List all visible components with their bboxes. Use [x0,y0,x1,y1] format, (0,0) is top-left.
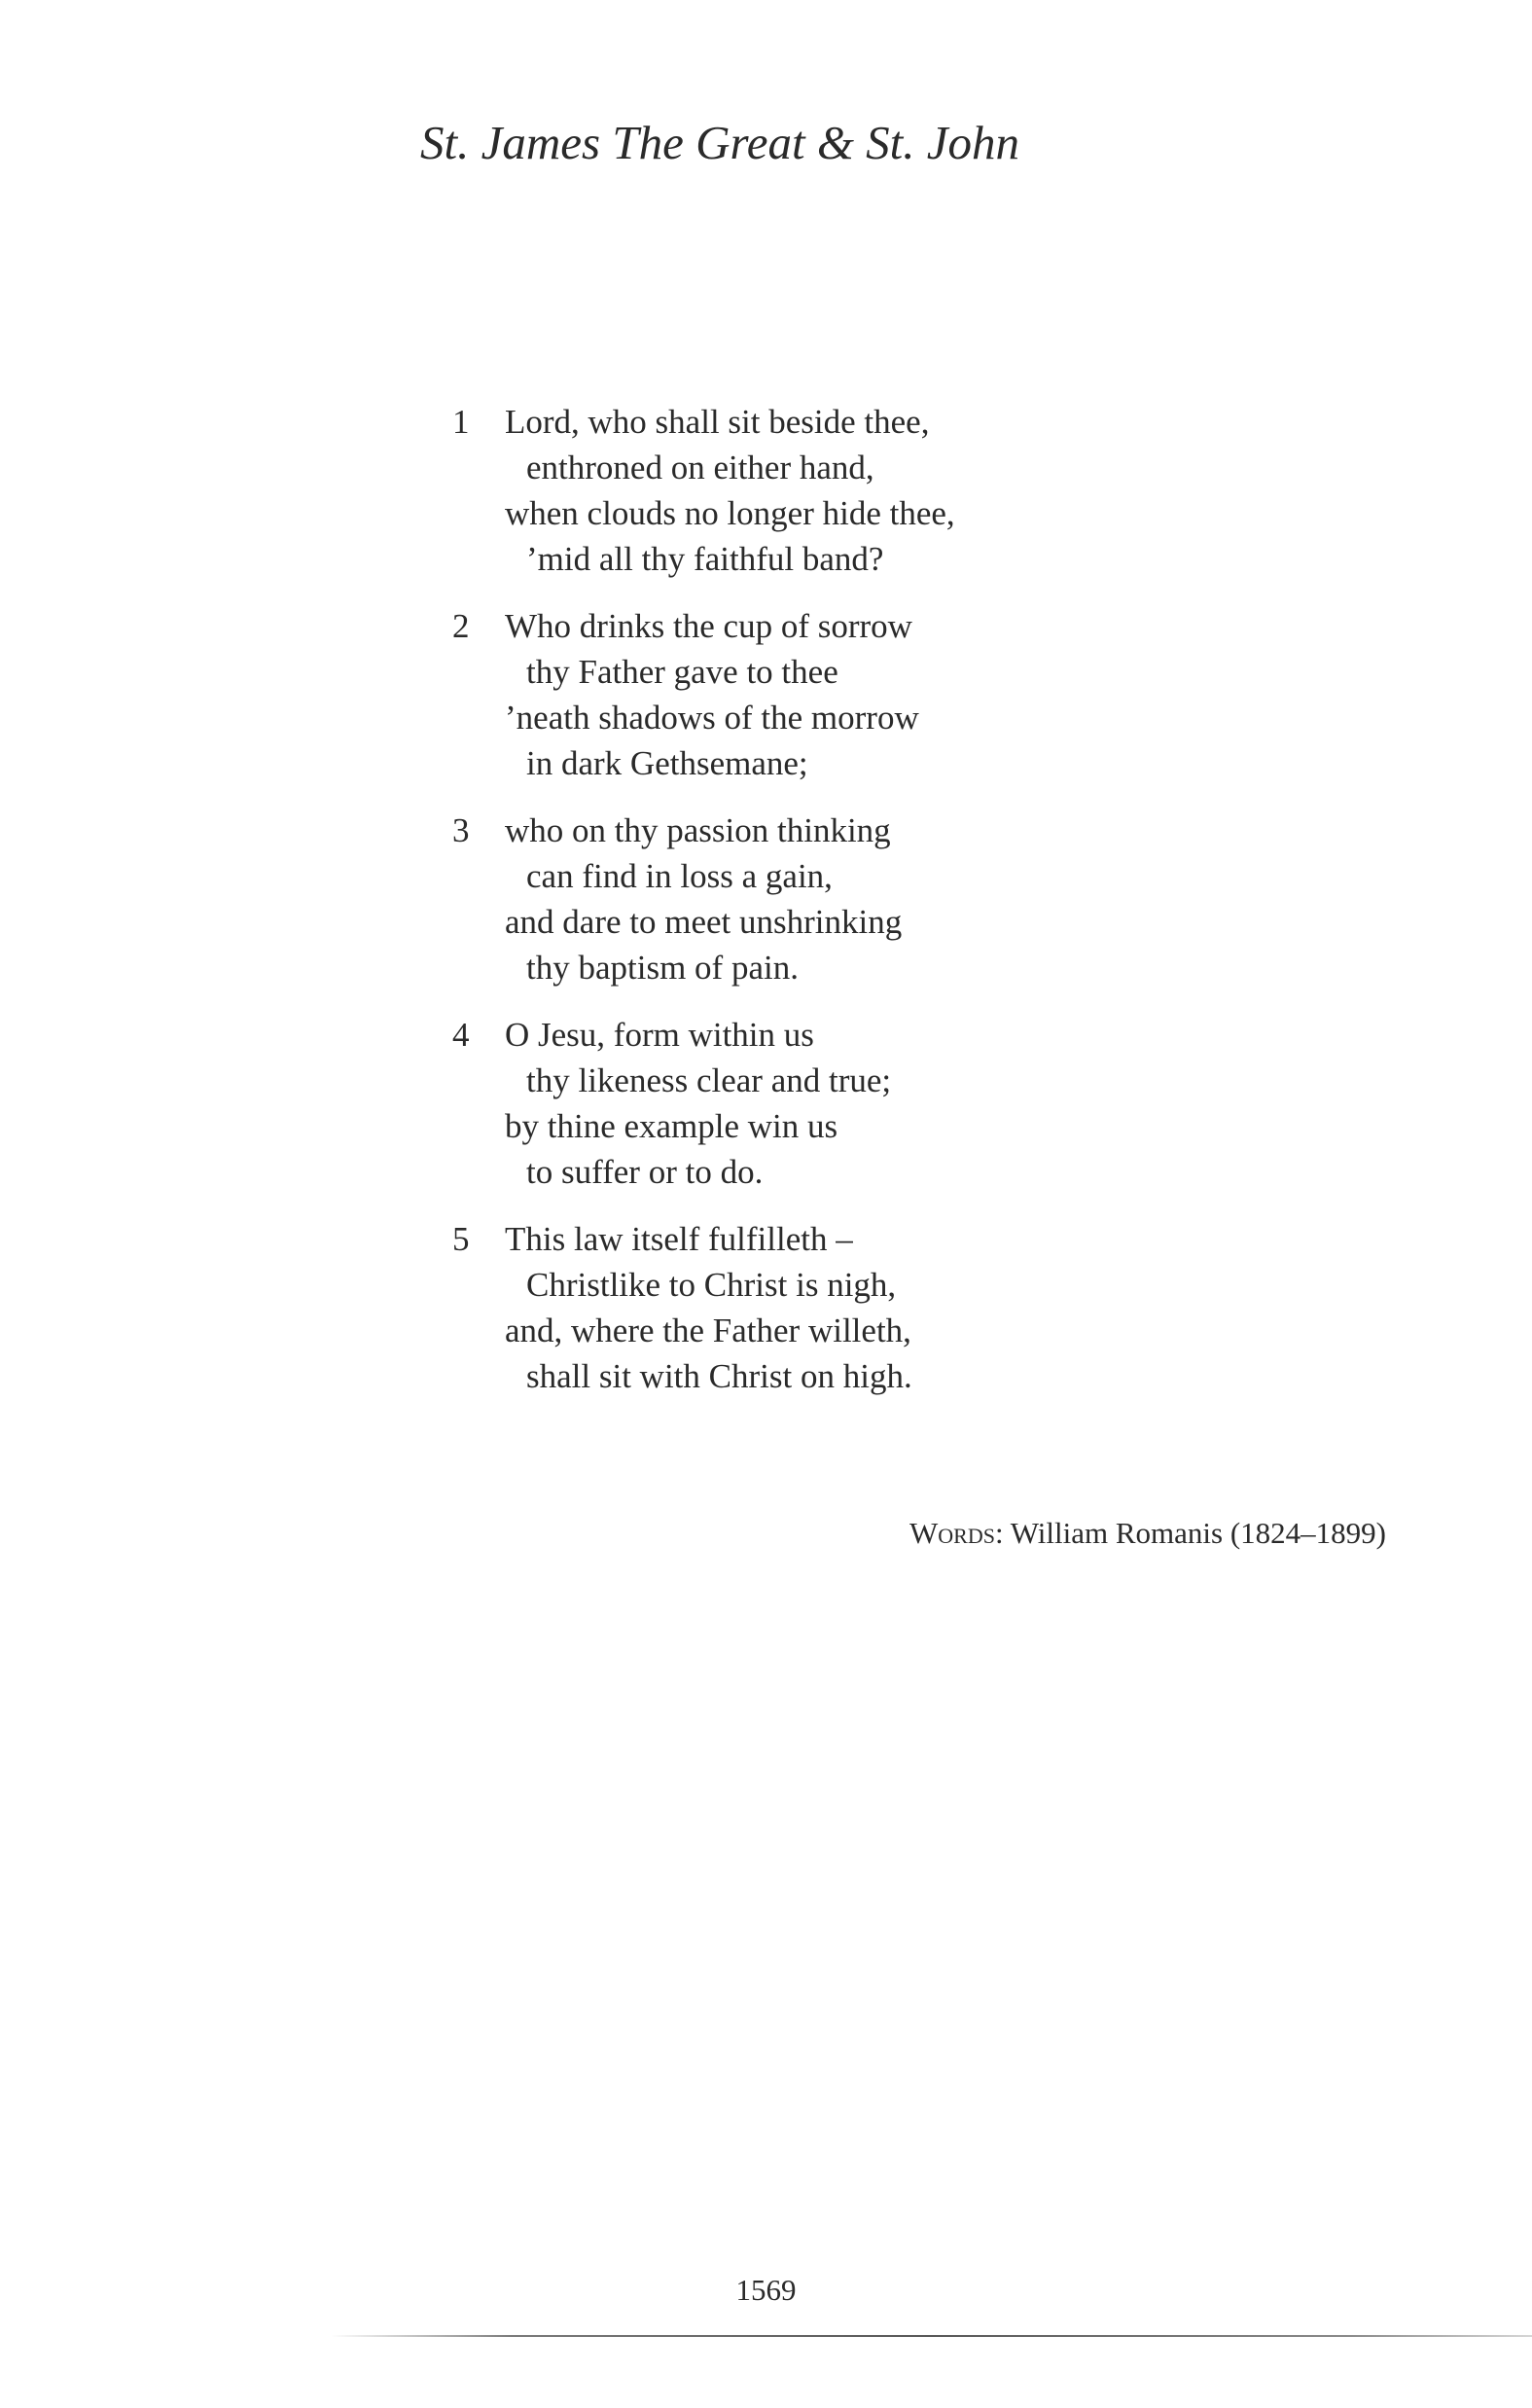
verse-number: 2 [452,607,470,645]
verse-2 [452,603,1133,786]
verse-line: ’neath shadows of the morrow [505,699,919,737]
verse-line: can find in loss a gain, [526,857,833,895]
footer-rule [331,2335,1532,2337]
verse-number: 1 [452,403,470,441]
verse-line: thy Father gave to thee [526,653,838,691]
verse-4 [452,1012,1133,1195]
verse-line: who on thy passion thinking [505,811,891,849]
words-attribution [909,1516,1386,1551]
attribution-label: Words: [909,1516,1004,1550]
verse-line: Who drinks the cup of sorrow [505,607,912,645]
verse-line: Christlike to Christ is nigh, [526,1266,897,1304]
verse-1 [452,399,1133,582]
verse-number: 5 [452,1220,470,1258]
verse-number: 4 [452,1016,470,1054]
verse-number: 3 [452,811,470,849]
verse-line: This law itself fulfilleth – [505,1220,853,1258]
verse-list [452,399,1133,1420]
verse-line: to suffer or to do. [526,1153,764,1191]
verse-3 [452,808,1133,990]
attribution-author: William Romanis (1824–1899) [1010,1516,1386,1550]
verse-line: enthroned on either hand, [526,449,874,486]
verse-line: when clouds no longer hide thee, [505,494,955,532]
verse-line: shall sit with Christ on high. [526,1357,912,1395]
page-title: St. James The Great & St. John [420,116,1020,169]
verse-line: O Jesu, form within us [505,1016,814,1054]
page-number: 1569 [735,2273,797,2307]
verse-line: thy baptism of pain. [526,949,799,987]
verse-line: and, where the Father willeth, [505,1312,911,1349]
verse-line: thy likeness clear and true; [526,1061,892,1099]
verse-line: Lord, who shall sit beside thee, [505,403,930,441]
verse-5 [452,1216,1133,1399]
verse-line: ’mid all thy faithful band? [526,540,884,578]
verse-line: in dark Gethsemane; [526,744,808,782]
verse-line: and dare to meet unshrinking [505,903,903,941]
verse-line: by thine example win us [505,1107,838,1145]
